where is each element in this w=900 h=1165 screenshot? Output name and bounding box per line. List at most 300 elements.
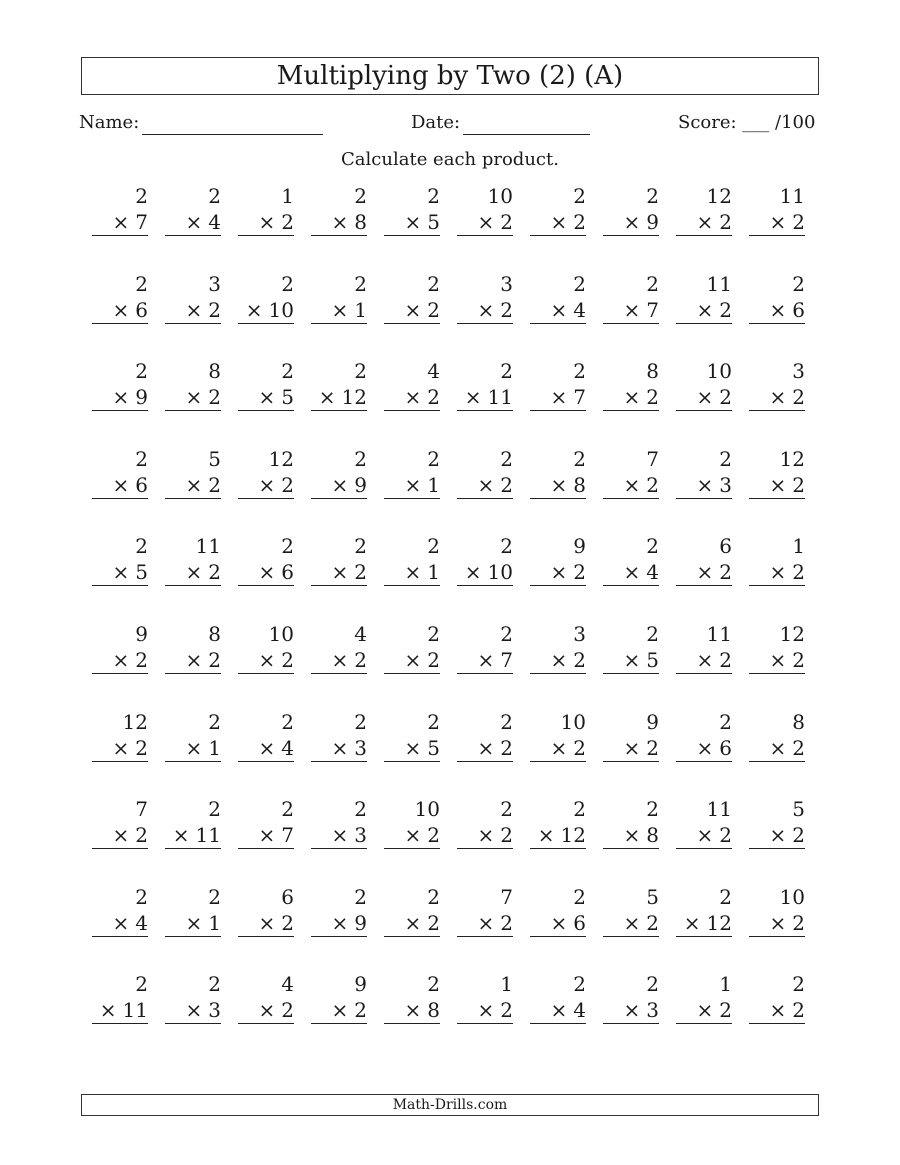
problem: [749, 446, 805, 499]
problem-multiplicand: 2: [135, 271, 148, 296]
problem-multiplicand: 2: [208, 972, 221, 997]
problem: [384, 271, 440, 324]
multiply-sign: ×: [623, 648, 641, 672]
problem-multiplier: 3: [646, 998, 659, 1023]
problem: [530, 884, 586, 937]
problem-multiplier: 2: [281, 910, 294, 935]
problem-multiplicand: 2: [719, 709, 732, 734]
problem-multiplier: 5: [427, 735, 440, 760]
problem-multiplier-row: [676, 384, 732, 411]
problem-multiplicand: 5: [208, 446, 221, 471]
problem: [530, 709, 586, 762]
problem-multiplier: 2: [208, 648, 221, 672]
multiply-sign: ×: [331, 910, 349, 935]
problem-multiplier: 2: [208, 297, 221, 322]
problem-multiplicand: 2: [427, 884, 440, 909]
problem: [165, 271, 221, 324]
problem-multiplier-row: [457, 209, 513, 236]
problem-multiplier-row: [311, 822, 367, 849]
multiply-sign: ×: [623, 297, 641, 322]
problem: [92, 271, 148, 324]
problem-multiplier: 2: [354, 998, 367, 1023]
problem-multiplier-row: [676, 209, 732, 236]
problem-multiplier-row: [92, 209, 148, 236]
problem-multiplier: 8: [427, 998, 440, 1023]
problem-multiplicand: 8: [646, 359, 659, 384]
problem-multiplier: 11: [487, 385, 513, 410]
problem-multiplier: 1: [208, 735, 221, 760]
problem-multiplier-row: [749, 997, 805, 1024]
problem-multiplier: 1: [427, 560, 440, 585]
multiply-sign: ×: [550, 998, 568, 1023]
problem-multiplicand: 2: [500, 709, 513, 734]
problem-multiplicand: 2: [281, 709, 294, 734]
problem: [530, 533, 586, 586]
problem-multiplier: 2: [573, 210, 586, 234]
multiply-sign: ×: [112, 910, 130, 935]
problem: [384, 884, 440, 937]
multiply-sign: ×: [464, 385, 482, 410]
problem-multiplier: 11: [122, 998, 148, 1023]
problem-multiplier: 1: [354, 297, 367, 322]
multiply-sign: ×: [550, 735, 568, 760]
problem-multiplier: 12: [341, 385, 367, 410]
problem: [530, 358, 586, 411]
problem-multiplicand: 2: [354, 534, 367, 559]
problem-multiplier-row: [676, 822, 732, 849]
multiply-sign: ×: [477, 648, 495, 672]
problem: [457, 621, 513, 674]
multiply-sign: ×: [99, 998, 117, 1023]
multiply-sign: ×: [331, 648, 349, 672]
multiply-sign: ×: [477, 735, 495, 760]
problem-multiplier: 4: [646, 560, 659, 585]
problem-multiplier: 2: [719, 297, 732, 322]
worksheet-title: Multiplying by Two (2) (A): [81, 57, 819, 95]
multiply-sign: ×: [112, 648, 130, 672]
multiply-sign: ×: [404, 910, 422, 935]
problem-multiplicand: 2: [646, 797, 659, 822]
multiply-sign: ×: [258, 735, 276, 760]
problem-multiplicand: 2: [135, 184, 148, 208]
problem-multiplier-row: [603, 910, 659, 937]
problem: [749, 709, 805, 762]
problem-multiplicand: 2: [427, 534, 440, 559]
multiply-sign: ×: [477, 823, 495, 848]
multiply-sign: ×: [769, 385, 787, 410]
problem-multiplicand: 8: [208, 622, 221, 646]
multiply-sign: ×: [258, 910, 276, 935]
multiply-sign: ×: [464, 560, 482, 585]
problem-multiplier: 3: [719, 472, 732, 497]
problem-multiplier: 2: [719, 385, 732, 410]
problem-multiplier-row: [311, 647, 367, 674]
multiply-sign: ×: [258, 823, 276, 848]
problem-multiplier-row: [603, 472, 659, 499]
problem-multiplier-row: [603, 822, 659, 849]
problem-multiplicand: 7: [135, 797, 148, 822]
problem: [238, 796, 294, 849]
problem: [749, 183, 805, 236]
problem-multiplier: 4: [573, 297, 586, 322]
problem-multiplicand: 2: [427, 972, 440, 997]
multiply-sign: ×: [245, 297, 263, 322]
problem-multiplier-row: [676, 297, 732, 324]
multiply-sign: ×: [696, 823, 714, 848]
problem-multiplier: 12: [706, 910, 732, 935]
problem-multiplier-row: [238, 384, 294, 411]
problem: [384, 183, 440, 236]
problem-multiplier: 2: [719, 648, 732, 672]
problem-multiplier-row: [165, 997, 221, 1024]
problem-multiplier-row: [457, 559, 513, 586]
problem-multiplier: 12: [560, 823, 586, 848]
problem-multiplier-row: [603, 647, 659, 674]
problem-multiplicand: 2: [719, 446, 732, 471]
multiply-sign: ×: [696, 998, 714, 1023]
problem-multiplier: 2: [281, 648, 294, 672]
problem-multiplicand: 2: [427, 271, 440, 296]
problem-multiplier-row: [92, 559, 148, 586]
problem-multiplier-row: [384, 822, 440, 849]
problem: [603, 446, 659, 499]
problem: [165, 884, 221, 937]
multiply-sign: ×: [404, 823, 422, 848]
multiply-sign: ×: [331, 998, 349, 1023]
problem-multiplier-row: [603, 297, 659, 324]
problem: [92, 796, 148, 849]
problem-multiplier-row: [165, 472, 221, 499]
problem-multiplicand: 9: [354, 972, 367, 997]
problem-multiplier-row: [603, 209, 659, 236]
problem-multiplier-row: [165, 910, 221, 937]
problem: [530, 183, 586, 236]
problem-multiplier-row: [165, 209, 221, 236]
problem-multiplier: 2: [427, 297, 440, 322]
problem-multiplier: 2: [792, 648, 805, 672]
problem-multiplicand: 1: [719, 972, 732, 997]
problem-multiplicand: 2: [646, 622, 659, 646]
problem-multiplier: 2: [646, 735, 659, 760]
problem-multiplier-row: [92, 384, 148, 411]
problem-multiplier-row: [165, 297, 221, 324]
problem-multiplicand: 2: [281, 534, 294, 559]
problem-multiplier: 2: [573, 648, 586, 672]
problem-multiplicand: 2: [208, 797, 221, 822]
problem-multiplier: 9: [646, 210, 659, 234]
problem: [676, 971, 732, 1024]
problem-multiplicand: 4: [281, 972, 294, 997]
multiply-sign: ×: [258, 648, 276, 672]
problem: [384, 533, 440, 586]
problem: [311, 358, 367, 411]
score-label: Score: ___ /100: [678, 112, 816, 133]
problem-multiplicand: 2: [792, 972, 805, 997]
problem-multiplier-row: [749, 822, 805, 849]
problem-multiplier: 5: [646, 648, 659, 672]
problem-multiplier-row: [457, 997, 513, 1024]
problem-multiplier-row: [676, 472, 732, 499]
problem-multiplier: 2: [281, 210, 294, 234]
problem-multiplier-row: [92, 735, 148, 762]
problem-multiplier: 11: [195, 823, 221, 848]
problem-multiplier: 2: [208, 472, 221, 497]
problem-multiplier: 6: [281, 560, 294, 585]
problem-multiplier: 6: [719, 735, 732, 760]
problem-multiplier: 2: [719, 560, 732, 585]
problem-multiplicand: 11: [779, 184, 805, 208]
multiply-sign: ×: [258, 998, 276, 1023]
problem: [311, 271, 367, 324]
problem-multiplier: 2: [281, 998, 294, 1023]
problem: [238, 884, 294, 937]
problem-multiplier-row: [384, 209, 440, 236]
multiply-sign: ×: [550, 385, 568, 410]
problem-multiplier-row: [457, 735, 513, 762]
problem: [603, 358, 659, 411]
problem-multiplicand: 2: [646, 271, 659, 296]
problem: [457, 971, 513, 1024]
problem-multiplier: 3: [354, 735, 367, 760]
problem-multiplicand: 3: [792, 359, 805, 384]
problem-multiplier: 2: [500, 735, 513, 760]
problem-multiplier: 10: [268, 297, 294, 322]
problem: [676, 796, 732, 849]
problem: [238, 446, 294, 499]
problem-multiplier: 2: [646, 910, 659, 935]
problem-multiplier-row: [384, 559, 440, 586]
problem-multiplier-row: [238, 735, 294, 762]
problem-multiplier-row: [311, 209, 367, 236]
problem-multiplicand: 7: [646, 446, 659, 471]
problem: [676, 358, 732, 411]
problem-multiplicand: 2: [354, 709, 367, 734]
problem-multiplier-row: [92, 297, 148, 324]
multiply-sign: ×: [769, 472, 787, 497]
multiply-sign: ×: [185, 385, 203, 410]
problem-multiplier-row: [530, 297, 586, 324]
problem-multiplicand: 2: [135, 884, 148, 909]
multiply-sign: ×: [185, 472, 203, 497]
multiply-sign: ×: [477, 297, 495, 322]
problem-multiplier-row: [457, 472, 513, 499]
problem-multiplier: 2: [646, 385, 659, 410]
problem-multiplier: 6: [573, 910, 586, 935]
problem-multiplicand: 1: [281, 184, 294, 208]
problem: [238, 183, 294, 236]
problem-multiplier-row: [749, 472, 805, 499]
problem: [457, 709, 513, 762]
problem-multiplicand: 2: [208, 709, 221, 734]
multiply-sign: ×: [623, 560, 641, 585]
problem: [676, 446, 732, 499]
problem: [603, 709, 659, 762]
problem-multiplier: 4: [281, 735, 294, 760]
problem-multiplicand: 4: [427, 359, 440, 384]
problem-multiplicand: 5: [646, 884, 659, 909]
problem-multiplier-row: [749, 559, 805, 586]
problem-multiplier: 5: [135, 560, 148, 585]
problem-multiplier-row: [603, 735, 659, 762]
multiply-sign: ×: [112, 472, 130, 497]
problem-multiplier-row: [165, 384, 221, 411]
problem-multiplier: 2: [208, 385, 221, 410]
problem: [676, 271, 732, 324]
problem: [238, 358, 294, 411]
problem-multiplier: 1: [208, 910, 221, 935]
instructions: Calculate each product.: [341, 149, 559, 170]
problem: [384, 796, 440, 849]
problem-multiplicand: 10: [268, 622, 294, 646]
problem-multiplier-row: [530, 735, 586, 762]
date-blank[interactable]: [463, 134, 590, 135]
problem: [676, 884, 732, 937]
problem-multiplicand: 1: [500, 972, 513, 997]
multiply-sign: ×: [185, 210, 203, 234]
problem: [92, 533, 148, 586]
problem-multiplier: 7: [500, 648, 513, 672]
problem-multiplier-row: [165, 559, 221, 586]
name-label: Name:: [79, 112, 140, 133]
problem-multiplier-row: [530, 910, 586, 937]
problem-multiplier-row: [92, 472, 148, 499]
problem-multiplier: 2: [500, 910, 513, 935]
problem-multiplier-row: [384, 910, 440, 937]
problem-multiplier: 2: [792, 910, 805, 935]
problem-multiplicand: 6: [281, 884, 294, 909]
problem-multiplicand: 10: [706, 359, 732, 384]
problem: [238, 971, 294, 1024]
problem: [384, 446, 440, 499]
problem-multiplicand: 2: [135, 359, 148, 384]
problem-multiplier: 9: [354, 472, 367, 497]
problem-multiplier-row: [530, 209, 586, 236]
problem-multiplier-row: [676, 559, 732, 586]
problem: [749, 358, 805, 411]
problem: [749, 884, 805, 937]
problem-multiplicand: 2: [573, 271, 586, 296]
problem: [92, 621, 148, 674]
multiply-sign: ×: [769, 823, 787, 848]
problem: [311, 971, 367, 1024]
problem-multiplicand: 10: [560, 709, 586, 734]
problem-multiplicand: 2: [427, 709, 440, 734]
problem: [603, 796, 659, 849]
multiply-sign: ×: [623, 823, 641, 848]
multiply-sign: ×: [477, 472, 495, 497]
multiply-sign: ×: [258, 210, 276, 234]
problem: [165, 358, 221, 411]
problem-multiplicand: 2: [208, 884, 221, 909]
problem: [676, 621, 732, 674]
problem-multiplier: 2: [792, 210, 805, 234]
problem-multiplier-row: [749, 735, 805, 762]
problem-multiplicand: 9: [135, 622, 148, 646]
name-blank[interactable]: [142, 134, 323, 135]
multiply-sign: ×: [623, 472, 641, 497]
problem-multiplier-row: [676, 735, 732, 762]
problem: [238, 533, 294, 586]
problem-multiplicand: 8: [208, 359, 221, 384]
problem-multiplier: 4: [135, 910, 148, 935]
problem-multiplier: 7: [281, 823, 294, 848]
problem-multiplier: 6: [135, 297, 148, 322]
problem: [92, 358, 148, 411]
problem-multiplier-row: [384, 297, 440, 324]
problem-multiplicand: 12: [122, 709, 148, 734]
problem-multiplier: 2: [354, 560, 367, 585]
problem-multiplicand: 12: [706, 184, 732, 208]
problem-multiplier-row: [749, 209, 805, 236]
problem-multiplicand: 2: [573, 884, 586, 909]
problem-multiplier-row: [603, 384, 659, 411]
problem-multiplicand: 2: [354, 184, 367, 208]
problem-multiplier: 1: [427, 472, 440, 497]
problem-multiplier: 2: [792, 823, 805, 848]
problem-multiplicand: 3: [573, 622, 586, 646]
problem-multiplier-row: [311, 735, 367, 762]
problem-multiplicand: 2: [208, 184, 221, 208]
problem: [457, 183, 513, 236]
problem-multiplicand: 8: [792, 709, 805, 734]
problem: [749, 971, 805, 1024]
multiply-sign: ×: [112, 735, 130, 760]
problem: [530, 796, 586, 849]
problem-multiplier-row: [530, 559, 586, 586]
multiply-sign: ×: [185, 648, 203, 672]
multiply-sign: ×: [769, 998, 787, 1023]
problem-multiplier-row: [384, 647, 440, 674]
problem: [238, 271, 294, 324]
multiply-sign: ×: [318, 385, 336, 410]
problem-multiplier: 2: [573, 735, 586, 760]
problem-multiplicand: 2: [135, 446, 148, 471]
problem: [530, 271, 586, 324]
problem-multiplier-row: [457, 384, 513, 411]
multiply-sign: ×: [331, 823, 349, 848]
problem-multiplicand: 9: [646, 709, 659, 734]
multiply-sign: ×: [623, 385, 641, 410]
multiply-sign: ×: [550, 472, 568, 497]
problem-multiplier: 2: [500, 210, 513, 234]
multiply-sign: ×: [185, 297, 203, 322]
problem-multiplier-row: [92, 997, 148, 1024]
problem-multiplier: 2: [719, 823, 732, 848]
problem-multiplier: 9: [354, 910, 367, 935]
problem-multiplier: 2: [500, 472, 513, 497]
footer: Math-Drills.com: [81, 1094, 819, 1116]
problem: [749, 796, 805, 849]
problem-multiplier-row: [749, 297, 805, 324]
problem: [384, 621, 440, 674]
problem-multiplier-row: [457, 647, 513, 674]
multiply-sign: ×: [258, 385, 276, 410]
problem-multiplier: 2: [354, 648, 367, 672]
problem-multiplicand: 10: [487, 184, 513, 208]
problem: [384, 358, 440, 411]
problem-multiplier: 8: [573, 472, 586, 497]
multiply-sign: ×: [477, 210, 495, 234]
multiply-sign: ×: [112, 385, 130, 410]
problem-multiplicand: 2: [135, 534, 148, 559]
problem-multiplier: 2: [427, 385, 440, 410]
problem: [530, 971, 586, 1024]
problem: [530, 621, 586, 674]
multiply-sign: ×: [623, 910, 641, 935]
problem-multiplier: 9: [135, 385, 148, 410]
multiply-sign: ×: [404, 385, 422, 410]
problem: [676, 183, 732, 236]
